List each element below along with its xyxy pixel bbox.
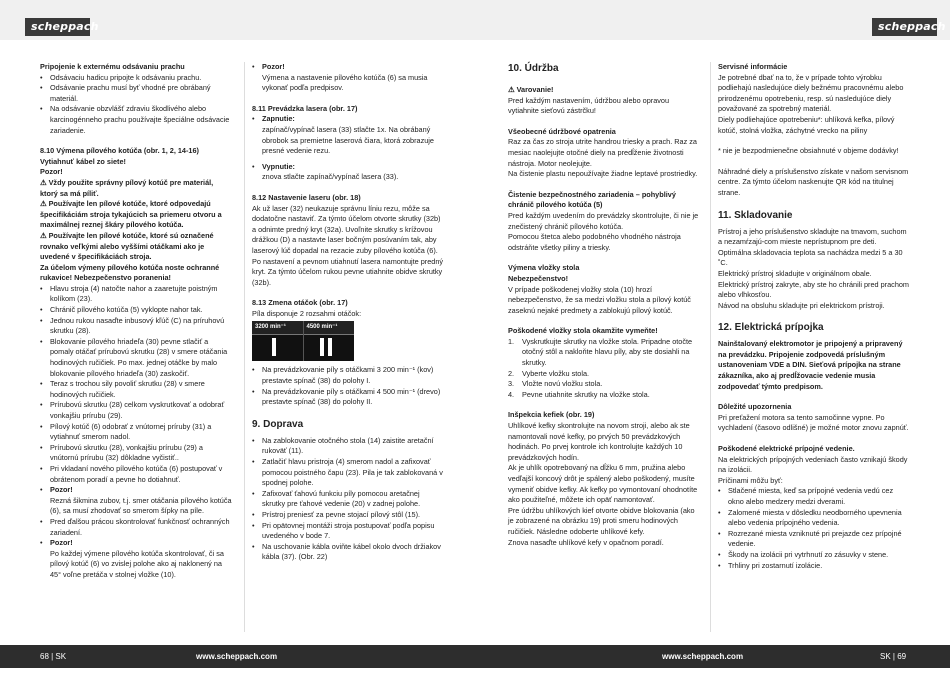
list-item: • Odsávanie prachu musí byť vhodné pre obrábaný materiál. bbox=[40, 83, 233, 104]
list-item: • Rozrezané miesta vzniknuté pri prejazde cez prípojné vedenie. bbox=[718, 529, 910, 550]
section-heading: Výmena vložky stola bbox=[508, 263, 580, 273]
list-item: • Na zablokovanie otočného stola (14) zaistite aretační rukoväť (11). bbox=[252, 436, 444, 457]
list-item: • Škody na izolácii pri vytrhnutí zo zásuvky v stene. bbox=[718, 550, 910, 561]
paragraph: Na čistenie plastu nepoužívajte žiadne leptavé prostriedky. bbox=[508, 169, 698, 179]
list-item: • Na prevádzkovanie píly s otáčkami 3 200 min⁻¹ (kov) prestavte spínač (38) do polohy I. bbox=[252, 365, 444, 386]
list-item: • Hlavu stroja (4) natočte nahor a zaaretujte poistným kolíkom (23). bbox=[40, 284, 233, 305]
label-text: Zapnutie: bbox=[262, 114, 295, 124]
column-2 bbox=[252, 62, 444, 563]
section-heading: 8.13 Zmena otáčok (obr. 17) bbox=[252, 298, 348, 308]
speed-setting-2 bbox=[304, 321, 355, 361]
paragraph: Po nastavení a pevnom utiahnutí lasera namontujte predný kryt. Za týmto účelom rukou pevne utiahnite obidve skrutky (32b). bbox=[252, 256, 444, 287]
chapter-heading: 9. Doprava bbox=[252, 418, 304, 430]
warning-text: ⚠ Varovanie! bbox=[508, 85, 554, 94]
section-heading: 8.11 Prevádzka lasera (obr. 17) bbox=[252, 103, 358, 113]
list-item: • Na prevádzkovanie píly s otáčkami 4 500 min⁻¹ (drevo) prestavte spínač (38) do polohy II. bbox=[252, 387, 444, 408]
paragraph: Raz za čas zo stroja utrite handrou triesky a prach. Raz za mesiac naolejujte otočné diely na predĺženie životnosti nástroja. Motor neolejujte. bbox=[508, 137, 697, 168]
list-item: • Odsávaciu hadicu pripojte k odsávaniu prachu. bbox=[40, 73, 233, 84]
section-heading: Dôležité upozornenia bbox=[718, 402, 792, 412]
paragraph: Uhlíkové kefky skontrolujte na novom stroji, alebo ak ste namontovali nové kefky, po prvých 50 prevádzkových hodinách. Po prvej kontrole ich kontrolujte každých 10 prevádzkových hodín. bbox=[508, 421, 690, 462]
list-item: • Chránič pílového kotúča (5) vyklopte nahor tak. bbox=[40, 305, 233, 316]
paragraph: * nie je bezpodmienečne obsiahnuté v objeme dodávky! bbox=[718, 146, 899, 156]
list-item: 3. Vložte novú vložku stola. bbox=[508, 379, 603, 389]
paragraph: Ak už laser (32) neukazuje správnu líniu rezu, môže sa dodatočne nastaviť. Za týmto účelom otvorte skrutky (32b) a odnimte predný kryt (32a). Uvoľnite skrutky s krížovou drážkou (D) a nastavte laser bočným posúvaním tak, aby laserový lúč dopadal na rezacie zuby pílového kotúča (6). bbox=[252, 203, 441, 255]
list-item: 1. Vyskrutkujte skrutky na vložke stola. Pripadne otočte otočný stôl a nakloňte hlavu píly, aby ste dosiahli na skrutky. bbox=[508, 336, 693, 368]
warning-text: ⚠ Používajte len pílové kotúče, ktoré odpovedajú špecifikáciám stroja tykajúcich sa priemeru otvoru a maximálnej reznej škáry pílového kotúča. bbox=[40, 199, 222, 230]
list-item: • Prírubovú skrutku (28) celkom vyskrutkovať a odobrať vonkajšiu prírubu (29). bbox=[40, 400, 233, 421]
list-item: • Zalomené miesta v dôsledku neodborného upevnenia alebo vedenia prípojného vedenia. bbox=[718, 508, 910, 529]
page-number-left: 68 | SK bbox=[40, 652, 67, 661]
paragraph: Nainštalovaný elektromotor je pripojený a pripravený na prevádzku. Pripojenie zodpovedá príslušným ustanoveniam VDE a DIN. Sieťová prípojka na strane zákazníka, ako aj predĺžovacie vedenie musia zodpovedať týmto predpisom. bbox=[718, 339, 903, 391]
warning-text: ⚠ Vždy použite správny pílový kotúč pre materiál, ktorý sa má píliť. bbox=[40, 177, 214, 198]
list-item: • Pred ďalšou prácou skontrolovať funkčnosť ochranných zariadení. bbox=[40, 517, 233, 538]
paragraph: Pre údržbu uhlíkových kief otvorte obidve blokovania (ako je zobrazené na obrázku 19) proti smeru hodinových ručičiek. Následne odoberte uhlíkové kefy. bbox=[508, 505, 695, 536]
list-item bbox=[40, 538, 233, 549]
list-item bbox=[252, 162, 444, 173]
list-item: • Na odsávanie obzvlášť zdraviu škodlivého alebo karcinogénneho prachu používajte špeciálne odsávacie zariadenie. bbox=[40, 104, 233, 136]
section-heading: Čistenie bezpečnostného zariadenia – pohyblivý chránič pílového kotúča (5) bbox=[508, 189, 676, 210]
speed-setting-1 bbox=[252, 321, 304, 361]
paragraph: Pred každým nastavením, údržbou alebo opravou vytiahnite sieťovú zástrčku! bbox=[508, 95, 670, 116]
list-item: • Prístroj preniesť za pevne stojací pílový stôl (15). bbox=[252, 510, 444, 521]
paragraph: Ak je uhlík opotrebovaný na dĺžku 6 mm, pružina alebo vedľajší koncový drôt je spálený alebo poškodený, musíte vymeniť obidve kefky. Ak kefky po vymontovaní ohodnotíte ako použiteľné, môžete ich opäť namontovať. bbox=[508, 463, 698, 505]
section-heading: Inšpekcia kefiek (obr. 19) bbox=[508, 410, 595, 420]
section-heading: 8.10 Výmena pílového kotúča (obr. 1, 2, 14-16) bbox=[40, 146, 199, 156]
website-url[interactable]: www.scheppach.com bbox=[196, 652, 278, 661]
paragraph: Po každej výmene pílového kotúča skontrolovať, či sa pílový kotúč (6) vo zvislej polohe ako aj naklonený na 45° voľne pretáča v stolnej vložke (10). bbox=[50, 548, 224, 579]
paragraph: Pri preťažení motora sa tento samočinne vypne. Po vychladení (časovo odlišné) je možné motor znovu zapnúť. bbox=[718, 412, 909, 433]
website-url[interactable]: www.scheppach.com bbox=[662, 652, 744, 661]
list-item: • Zafixovať ťahovú funkciu píly pomocou aretačnej skrutky pre ťahové vedenie (20) v zadnej polohe. bbox=[252, 489, 444, 510]
paragraph: Píla disponuje 2 rozsahmi otáčok: bbox=[252, 308, 362, 318]
header-bar bbox=[0, 0, 950, 40]
list-item: • Na uschovanie kábla oviňte kábel okolo dvoch držiakov kábla (37). (Obr. 22) bbox=[252, 542, 444, 563]
page-number-right: SK | 69 bbox=[880, 652, 907, 661]
warning-text: Vytiahnuť kábel zo siete! bbox=[40, 156, 126, 166]
column-4 bbox=[718, 62, 910, 571]
list-item: • Jednou rukou nasaďte inbusový kľúč (C) na príruhovú skrutku (28). bbox=[40, 316, 233, 337]
column-3 bbox=[508, 62, 700, 548]
warning-text: Pozor! bbox=[262, 62, 285, 71]
list-item bbox=[252, 62, 444, 73]
position-bar-icon bbox=[328, 338, 332, 356]
warning-text: Pozor! bbox=[50, 538, 73, 548]
list-item: • Pri opätovnej montáži stroja postupovať podľa popisu uvedeného v bode 7. bbox=[252, 521, 444, 542]
label-text: Vypnutie: bbox=[262, 161, 295, 171]
paragraph: zapínač/vypínač lasera (33) stlačte 1x. Na obrábaný obrobok sa premietne laserová čiara, ktorá zobrazuje presné vedenie rezu. bbox=[262, 124, 434, 156]
warning-text: Nebezpečenstvo! bbox=[508, 273, 569, 283]
footer-bar bbox=[0, 645, 950, 668]
speed-selector-illustration bbox=[252, 321, 354, 361]
chapter-heading: 12. Elektrická prípojka bbox=[718, 322, 824, 334]
position-bar-icon bbox=[272, 338, 276, 356]
paragraph: Pomocou štetca alebo podobného vhodného nástroja odstráňte všetky piliny a triesky. bbox=[508, 232, 681, 252]
chapter-heading: 11. Skladovanie bbox=[718, 209, 793, 221]
warning-text: Za účelom výmeny pílového kotúča noste ochranné rukavice! Nebezpečenstvo poranenia! bbox=[40, 262, 220, 283]
paragraph: Elektrický prístroj zakryte, aby ste ho chránili pred prachom alebo vlhkosťou. bbox=[718, 279, 910, 300]
paragraph: Na elektrických prípojných vedeniach často vznikajú škody na izolácii. bbox=[718, 454, 908, 475]
brand-logo: scheppach bbox=[872, 18, 937, 36]
section-heading: Servisné informácie bbox=[718, 62, 788, 71]
speed-label: 3200 min⁻¹ bbox=[252, 321, 303, 335]
paragraph: Pred každým uvedením do prevádzky skontrolujte, či nie je znečistený chránič pílového kotúča. bbox=[508, 210, 699, 231]
chapter-heading: 10. Údržba bbox=[508, 63, 559, 74]
paragraph: V prípade poškodenej vložky stola (10) hrozí nebezpečenstvo, že sa medzi vložku stola a pílový kotúč zaseknú nejaké predmety a zablokujú pílový kotúč. bbox=[508, 284, 691, 315]
paragraph: Rezná šikmina zubov, t.j. smer otáčania pílového kotúča (6), sa musí zhodovať so smerom šípky na píle. bbox=[50, 495, 232, 516]
column-divider bbox=[244, 62, 245, 632]
brand-logo: scheppach bbox=[25, 18, 90, 36]
column-divider bbox=[710, 62, 711, 632]
list-item: • Prírubovú skrutku (28), vonkajšiu prírubu (29) a vnútornú prírubu (32) dôkladne vyčistiť.. bbox=[40, 443, 233, 464]
paragraph: Je potrebné dbať na to, že v prípade tohto výrobku podliehajú nasledujúce diely bežnému pracovnému alebo prirodzenému opotrebeniu, resp. sú nasledujúce diely považované za spotrebný materiál. bbox=[718, 72, 904, 114]
warning-text: Pozor! bbox=[40, 167, 63, 177]
section-heading: Poškodené vložky stola okamžite vymeňte! bbox=[508, 326, 658, 336]
paragraph: Náhradné diely a príslušenstvo získate v našom servisnom centre. Za týmto účelom naskenujte QR kód na titulnej strane. bbox=[718, 166, 909, 197]
paragraph: Výmena a nastavenie pílového kotúča (6) sa musia vykonať podľa predpisov. bbox=[262, 72, 428, 93]
list-item: 2. Vyberte vložku stola. bbox=[508, 368, 590, 378]
list-item: • Pílový kotúč (6) odobrať z vnútornej príruby (31) a vytiahnuť smerom nadol. bbox=[40, 422, 233, 443]
list-item: • Pri vkladaní nového pílového kotúča (6) postupovať v obrátenom poradí a pevne ho dotiahnuť. bbox=[40, 464, 233, 485]
list-item: • Trhliny pri zostarnutí izolácie. bbox=[718, 561, 910, 572]
list-item: 4. Pevne utiahnite skrutky na vložke stola. bbox=[508, 389, 650, 399]
warning-text: ⚠ Používajte len pílové kotúče, ktoré sú označené rovnako veľkými alebo vyššími otáčkami ako je uvedené v špecifikáciách stroja. bbox=[40, 230, 214, 262]
list-item: • Teraz s trochou sily povoliť skrutku (28) v smere hodinových ručičiek. bbox=[40, 379, 233, 400]
warning-text: Pozor! bbox=[50, 485, 73, 495]
paragraph: znova stlačte zapínač/vypínač lasera (33). bbox=[262, 172, 399, 182]
paragraph: Diely podliehajúce opotrebeniu*: uhlíková kefka, pílový kotúč, stolná vložka, záchytné vrecko na piliny bbox=[718, 114, 895, 135]
list-item bbox=[40, 485, 233, 496]
paragraph: Prístroj a jeho príslušenstvo skladujte na tmavom, suchom a nezamŕzajú-com mieste neprístupnom pre deti. Optimálna skladovacia teplota sa nachádza medzi 5 a 30 ˚C. bbox=[718, 226, 907, 268]
column-1 bbox=[40, 62, 233, 581]
list-item: • Zatlačiť hlavu pristroja (4) smerom nadol a zafixovať pomocou poistného čapu (23). Pila je tak zablokovaná v spodnej polohe. bbox=[252, 457, 444, 489]
position-bar-icon bbox=[320, 338, 324, 356]
list-item bbox=[252, 114, 444, 125]
speed-label: 4500 min⁻¹ bbox=[304, 321, 355, 335]
section-heading: Všeobecné údržbové opatrenia bbox=[508, 126, 616, 136]
section-heading: 8.12 Nastavenie laseru (obr. 18) bbox=[252, 192, 361, 202]
list-item: • Stlačené miesta, keď sa prípojné vedenia vedú cez okno alebo medzery medzi dverami. bbox=[718, 486, 910, 507]
paragraph: Znova nasaďte uhlíkové kefy v opačnom poradí. bbox=[508, 537, 664, 547]
paragraph: Elektrický prístroj skladujte v originálnom obale. bbox=[718, 268, 872, 278]
list-item: • Blokovanie pílového hriadeľa (30) pevne stlačiť a pomaly otáčať prírubovú skrutku (28) v smere otáčania hodinových ručičiek. Po max. jednej otáčke by malo blokovanie pílového hriadeľa (30) zaskočiť. bbox=[40, 337, 233, 379]
paragraph: Návod na obsluhu skladujte pri elektrickom prístroji. bbox=[718, 300, 885, 310]
section-heading: Pripojenie k externému odsávaniu prachu bbox=[40, 62, 185, 71]
section-heading: Poškodené elektrické prípojné vedenie. bbox=[718, 444, 855, 454]
paragraph: Príčinami môžu byť: bbox=[718, 475, 783, 485]
